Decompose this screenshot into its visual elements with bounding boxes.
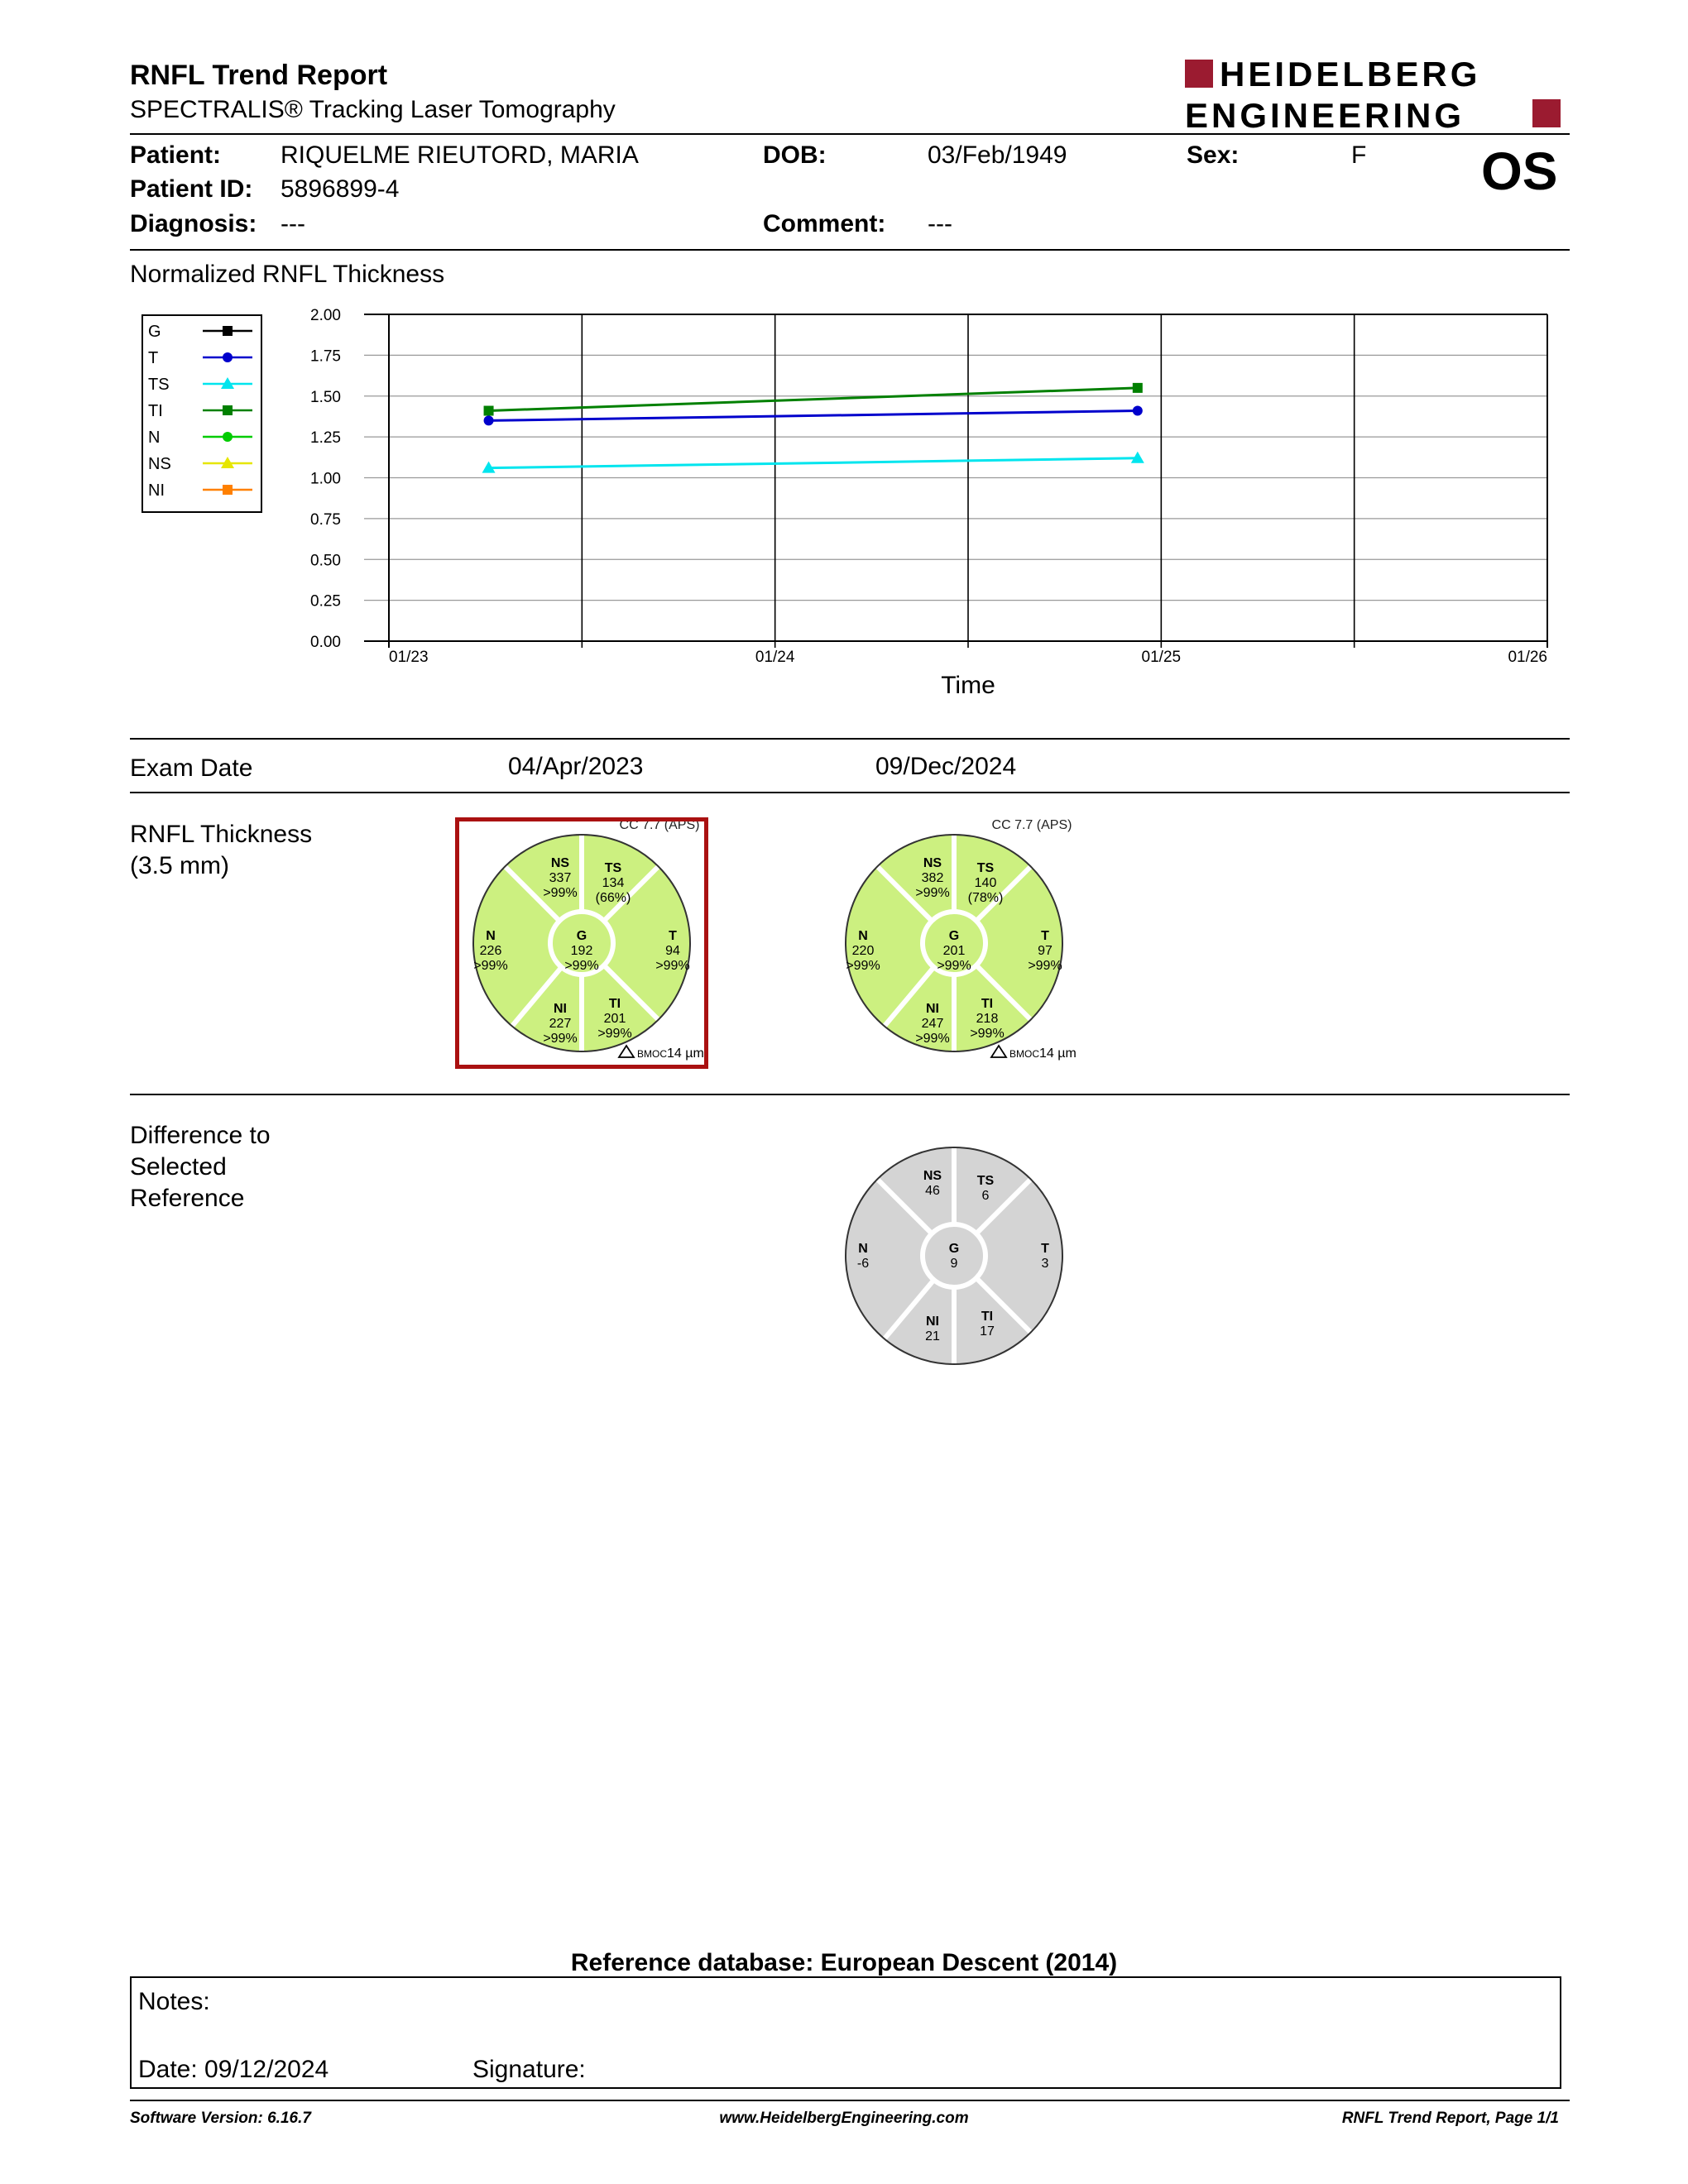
sector-percentile: >99% [846,959,880,973]
sector-label: TS [976,861,995,875]
x-tick-label: 01/26 [1508,649,1547,666]
x-tick-label: 01/24 [755,649,795,666]
sector-value: 227 [549,1017,572,1031]
patient-label: Patient: [130,141,222,169]
sector-percentile: (78%) [967,891,1004,905]
exam-date-2: 09/Dec/2024 [875,753,1017,780]
sector-g [949,1242,959,1271]
x-tick-label: 01/23 [389,649,429,666]
y-tick-label: 2.00 [310,307,341,324]
patient-id-label: Patient ID: [130,175,253,203]
center-ring [923,1224,985,1287]
rnfl-thickness-label [130,819,312,882]
circle-sectors [846,1147,1062,1364]
exam-date-label: Exam Date [130,754,253,782]
sector-label: N [486,929,496,943]
y-tick-label: 1.50 [310,388,341,406]
sector-value: 9 [950,1257,958,1271]
sector-label: NS [923,856,942,870]
sector-percentile: >99% [655,959,690,973]
rnfl-circle-exam-1[interactable] [455,817,708,1069]
sector-value: 46 [925,1184,940,1198]
sector-label: T [1041,1242,1049,1256]
sector-label: NS [550,856,570,870]
sex-label: Sex: [1187,141,1240,169]
eye-indicator: OS [1481,141,1558,201]
rnfl-label-line2: (3.5 mm) [130,852,229,879]
legend-label-n: N [148,429,161,447]
circle-sectors [846,835,1062,1051]
signature-label: Signature: [472,2056,586,2083]
sector-percentile: >99% [543,886,578,900]
sector-value: 97 [1038,944,1053,958]
trend-chart [281,298,1572,703]
point-ti [1133,383,1143,393]
legend-marker-t [223,352,233,362]
sector-value: 218 [976,1012,999,1026]
dob-value: 03/Feb/1949 [928,141,1067,169]
bmoc-label: BMOC [637,1048,667,1060]
rnfl-circle-exam-2[interactable] [827,817,1081,1069]
comment-value: --- [928,210,952,237]
logo-line2: ENGINEERING [1185,96,1465,132]
y-tick-label: 0.75 [310,510,341,529]
point-t [484,415,494,425]
sector-label: G [948,929,960,943]
bmoc-value: 14 µm [667,1046,704,1061]
exam-top-rule [130,738,1570,740]
y-tick-label: 0.00 [310,634,341,651]
exam-date-rule [130,792,1570,793]
legend-marker-g [223,326,233,336]
patient-id-value: 5896899-4 [281,175,400,203]
sector-value: 201 [603,1012,626,1026]
legend-svg [143,316,261,511]
sector-label: NI [926,1315,939,1329]
legend-label-ts: TS [148,376,170,394]
notes-label: Notes: [138,1988,210,2015]
report-subtitle: SPECTRALIS® Tracking Laser Tomography [130,96,616,123]
difference-circle [827,1130,1081,1382]
sector-label: TS [604,861,622,875]
sector-label: N [858,1242,868,1256]
legend-label-t: T [148,349,159,367]
sector-ti [980,1310,995,1339]
sector-ns [923,1169,942,1198]
sector-percentile: >99% [564,959,599,973]
point-ti [484,406,494,416]
sector-label: NS [923,1169,942,1183]
patient-rule [130,249,1570,251]
sector-label: T [669,929,677,943]
difference-label [130,1120,271,1214]
y-tick-label: 0.25 [310,592,341,611]
diff-label-line3: Reference [130,1185,245,1212]
sex-value: F [1351,141,1367,169]
y-tick-label: 1.25 [310,429,341,448]
sector-value: 337 [549,871,572,885]
logo-square-top [1185,60,1213,88]
y-tick-label: 1.00 [310,470,341,488]
sector-value: 17 [980,1324,995,1339]
x-tick-label: 01/25 [1141,649,1182,666]
exam-date-1: 04/Apr/2023 [508,753,644,780]
sector-t [1041,1242,1049,1271]
legend-marker-ti [223,405,233,415]
difference-rule [130,1094,1570,1095]
rnfl-label-line1: RNFL Thickness [130,821,313,848]
sector-value: 3 [1041,1257,1049,1271]
sector-label: T [1041,929,1049,943]
bmoc-triangle-icon [991,1046,1006,1057]
sector-percentile: >99% [937,959,971,973]
sector-percentile: >99% [970,1027,1005,1041]
sector-label: TS [976,1174,995,1188]
legend-label-g: G [148,323,161,341]
patient-name: RIQUELME RIEUTORD, MARIA [281,141,639,169]
sector-value: 382 [921,871,944,885]
sector-value: 220 [851,944,875,958]
sector-percentile: (66%) [595,891,631,905]
legend-marker-ni [223,485,233,495]
sector-value: -6 [856,1257,870,1271]
sector-label: TI [981,1310,994,1324]
date-label: Date: 09/12/2024 [138,2056,329,2083]
chart-legend [141,314,262,513]
sector-value: 94 [665,944,680,958]
legend-label-ni: NI [148,481,165,500]
legend-label-ns: NS [148,455,171,473]
sector-value: 134 [602,876,625,890]
diagnosis-value: --- [281,210,305,237]
series-line-ti [489,388,1138,411]
y-tick-label: 1.75 [310,347,341,366]
website-link[interactable]: www.HeidelbergEngineering.com [719,2110,969,2127]
bmoc-triangle-icon [619,1046,634,1057]
footer-rule [130,2100,1570,2101]
logo-square-bottom [1532,99,1561,127]
dob-label: DOB: [763,141,827,169]
sector-percentile: >99% [1028,959,1062,973]
sector-ni [925,1315,940,1343]
sector-value: 226 [479,944,502,958]
sector-percentile: >99% [543,1032,578,1046]
sector-value: 21 [925,1329,940,1343]
diff-label-line1: Difference to [130,1122,271,1149]
sector-percentile: >99% [915,1032,950,1046]
trend-section-title: Normalized RNFL Thickness [130,261,445,288]
legend-marker-n [223,432,233,442]
sector-value: 192 [570,944,593,958]
sector-value: 6 [981,1189,990,1203]
x-axis-label: Time [941,672,995,699]
logo-line1: HEIDELBERG [1220,56,1481,93]
reference-database: Reference database: European Descent (2014) [570,1949,1118,1976]
header-rule [130,133,1570,135]
sector-label: NI [926,1002,939,1016]
notes-box[interactable] [130,1976,1561,2089]
sector-n [857,1242,869,1271]
sector-label: TI [608,997,621,1011]
circle-sectors [473,835,690,1051]
sector-label: NI [554,1002,567,1016]
bmoc-label: BMOC [1009,1048,1039,1060]
series-line-ts [489,458,1138,468]
y-tick-label: 0.50 [310,552,341,570]
diagnosis-label: Diagnosis: [130,210,257,237]
sector-percentile: >99% [473,959,508,973]
sector-label: TI [981,997,994,1011]
quality-cc: CC 7.7 (APS) [991,818,1072,832]
software-version: Software Version: 6.16.7 [130,2110,311,2127]
legend-label-ti: TI [148,402,163,420]
report-title: RNFL Trend Report [130,60,388,91]
sector-label: N [858,929,868,943]
sector-value: 201 [942,944,966,958]
quality-cc: CC 7.7 (APS) [619,818,700,832]
series-line-t [489,411,1138,421]
heidelberg-logo [1185,56,1566,132]
bmoc-value: 14 µm [1039,1046,1077,1061]
sector-value: 140 [974,876,997,890]
sector-value: 247 [921,1017,944,1031]
point-t [1133,406,1143,416]
diff-label-line2: Selected [130,1153,227,1181]
sector-label: G [948,1242,960,1256]
sector-percentile: >99% [597,1027,632,1041]
page-number: RNFL Trend Report, Page 1/1 [1341,2110,1559,2127]
sector-label: G [576,929,587,943]
sector-percentile: >99% [915,886,950,900]
comment-label: Comment: [763,210,886,237]
